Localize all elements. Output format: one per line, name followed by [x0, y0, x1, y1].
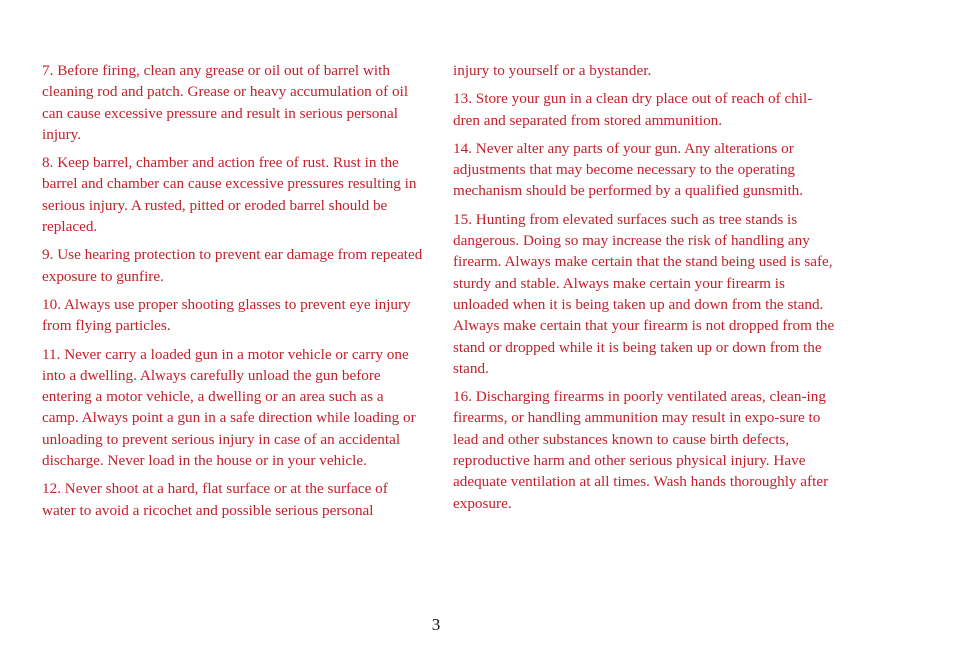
paragraph-item-12: 12. Never shoot at a hard, flat surface or at the surface of water to avoid a ricochet and possible serious personal [42, 480, 388, 519]
paragraph-item-15: 15. Hunting from elevated surfaces such as tree stands is dangerous. Doing so may increase the risk of handling any firearm. Always make certain that the stand being used is safe, sturdy and stable. Always make certain your firearm is unloaded when it is being taken up and down from the stand. Always make certain that your firearm is not dropped from the stand or dropped while it is being taken up or down from the stand. [453, 210, 835, 377]
paragraph-item-8: 8. Keep barrel, chamber and action free of rust. Rust in the barrel and chamber can cause excessive pressures resulting in serious injury. A rusted, pitted or eroded barrel should be replaced. [42, 154, 417, 236]
left-column [42, 60, 424, 528]
paragraph-item-11: 11. Never carry a loaded gun in a motor vehicle or carry one into a dwelling. Always carefully unload the gun before entering a motor vehicle, a dwelling or an area such as a camp. Always point a gun in a safe direction while loading or unloading to prevent serious injury in case of an accidental discharge. Never load in the house or in your vehicle. [42, 345, 416, 470]
paragraph-item-13: 13. Store your gun in a clean dry place out of reach of chil-dren and separated from stored ammunition. [453, 90, 813, 129]
paragraph-item-9: 9. Use hearing protection to prevent ear damage from repeated exposure to gunfire. [42, 246, 423, 285]
page-number: 3 [431, 615, 441, 634]
paragraph-item-10: 10. Always use proper shooting glasses to prevent eye injury from flying particles. [42, 295, 411, 335]
right-column [453, 60, 838, 521]
paragraph-item-14: 14. Never alter any parts of your gun. Any alterations or adjustments that may become necessary to the operating mechanism should be performed by a qualified gunsmith. [453, 139, 804, 200]
paragraph-item-7: 7. Before firing, clean any grease or oil out of barrel with cleaning rod and patch. Grease or heavy accumulation of oil can cause excessive pressure and result in serious personal injury. [42, 62, 409, 143]
paragraph-item-12-continued: injury to yourself or a bystander. [453, 62, 652, 79]
paragraph-item-16: 16. Discharging firearms in poorly ventilated areas, clean-ing firearms, or handling ammunition may result in expo-sure to lead and other substances known to cause birth defects, reproductive harm and other serious physical injury. Have adequate ventilation at all times. Wash hands thoroughly after exposure. [453, 388, 829, 512]
